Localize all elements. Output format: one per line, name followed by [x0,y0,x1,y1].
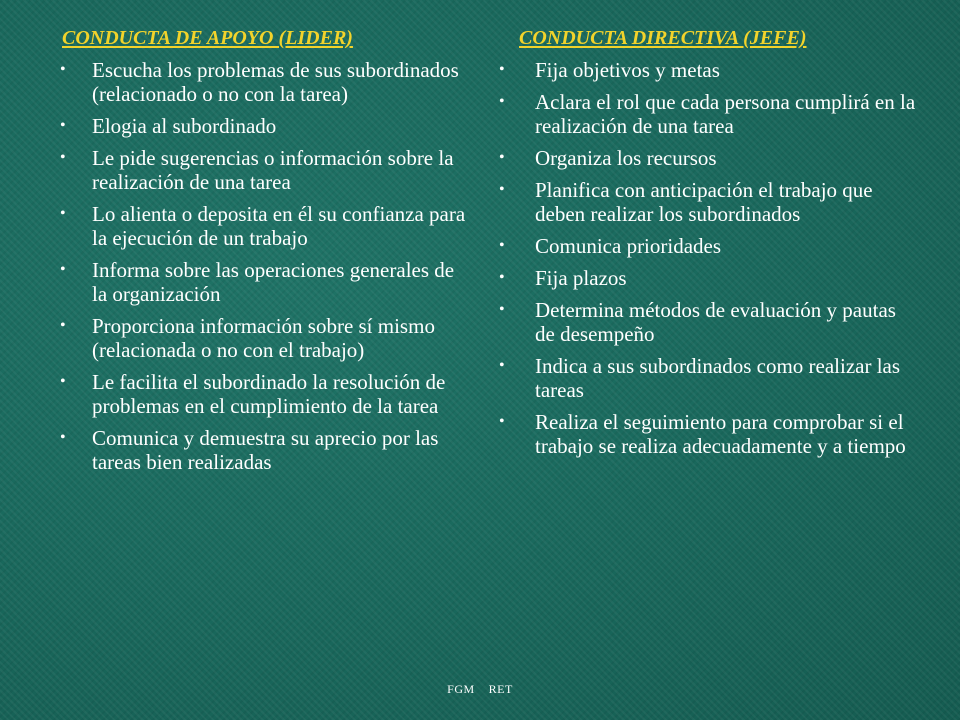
list-item: • Le pide sugerencias o información sobre la realización de una tarea [60,146,454,194]
directive-behavior-column [497,24,917,466]
support-behavior-column [58,24,468,482]
bullet-icon: • [499,61,505,78]
list-item: • Le facilita el subordinado la resolución de problemas en el cumplimiento de la tarea [60,370,446,418]
list-item: • Realiza el seguimiento para comprobar si el trabajo se realiza adecuadamente y a tiempo [499,410,906,458]
bullet-icon: • [499,93,505,110]
bullet-icon: • [60,261,66,278]
list-item: • Informa sobre las operaciones generales de la organización [60,258,455,306]
list-item: • Elogia al subordinado [60,114,277,138]
list-item: • Organiza los recursos [499,146,717,170]
support-behavior-list [58,58,468,474]
list-item: • Planifica con anticipación el trabajo que deben realizar los subordinados [499,178,873,226]
footer-left-text: FGM [447,682,475,696]
bullet-icon: • [499,149,505,166]
bullet-icon: • [60,149,66,166]
list-item: • Comunica y demuestra su aprecio por las tareas bien realizadas [60,426,439,474]
bullet-icon: • [499,237,505,254]
bullet-icon: • [60,373,66,390]
support-behavior-title: CONDUCTA DE APOYO (LIDER) [62,27,353,49]
list-item: • Comunica prioridades [499,234,722,258]
bullet-icon: • [60,61,66,78]
directive-behavior-list [497,58,917,458]
list-item: • Determina métodos de evaluación y pautas de desempeño [499,298,896,346]
list-item: • Lo alienta o deposita en él su confianza para la ejecución de un trabajo [60,202,466,250]
bullet-icon: • [499,301,505,318]
list-item: • Proporciona información sobre sí mismo (relacionada o no con el trabajo) [60,314,435,362]
footer-right-text: RET [488,682,513,696]
list-item: • Fija objetivos y metas [499,58,720,82]
bullet-icon: • [60,205,66,222]
list-item: • Fija plazos [499,266,627,290]
directive-behavior-title: CONDUCTA DIRECTIVA (JEFE) [519,27,807,49]
bullet-icon: • [499,357,505,374]
bullet-icon: • [499,269,505,286]
bullet-icon: • [499,413,505,430]
slide-footer [0,682,960,697]
bullet-icon: • [60,117,66,134]
bullet-icon: • [60,429,66,446]
bullet-icon: • [60,317,66,334]
bullet-icon: • [499,181,505,198]
list-item: • Indica a sus subordinados como realizar las tareas [499,354,901,402]
list-item: • Escucha los problemas de sus subordinados (relacionado o no con la tarea) [60,58,459,106]
list-item: • Aclara el rol que cada persona cumplirá en la realización de una tarea [499,90,916,138]
